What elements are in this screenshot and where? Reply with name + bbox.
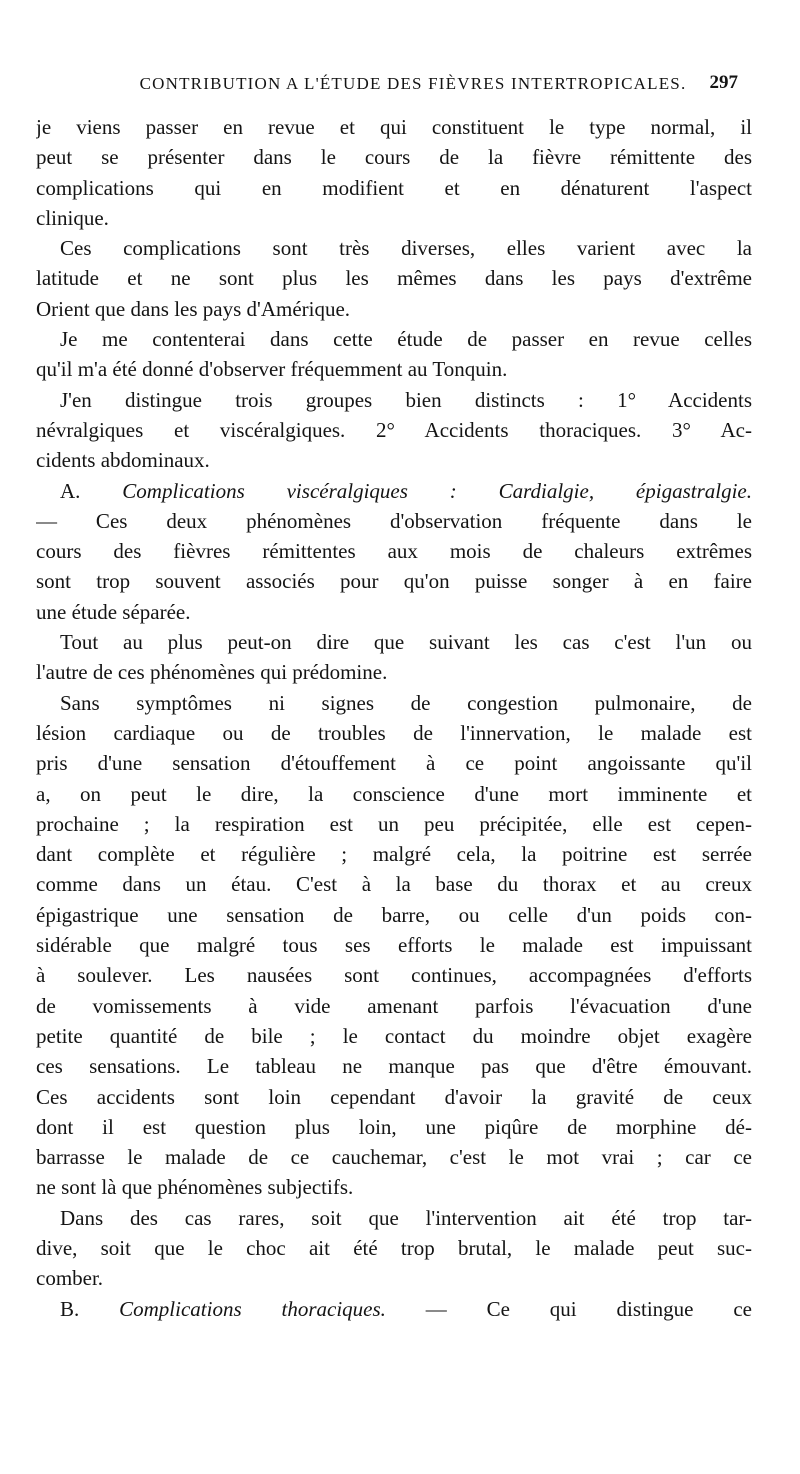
text-segment: clinique.	[36, 205, 109, 230]
text-segment: dont il est question plus loin, une piqûre de morphine dé-	[36, 1114, 752, 1139]
text-line	[36, 1112, 752, 1142]
text-segment: épigastrique une sensation de barre, ou celle d'un poids con-	[36, 902, 752, 927]
text-segment: A.	[60, 478, 123, 503]
text-line	[36, 991, 752, 1021]
text-segment: B.	[60, 1296, 120, 1321]
text-line	[36, 1263, 752, 1293]
text-segment: ne sont là que phénomènes subjectifs.	[36, 1175, 354, 1200]
text-line	[36, 748, 752, 778]
text-segment: lésion cardiaque ou de troubles de l'innervation, le malade est	[36, 720, 752, 745]
text-segment: petite quantité de bile ; le contact du moindre objet exagère	[36, 1023, 752, 1048]
text-line	[36, 354, 752, 384]
body-text	[36, 112, 752, 1324]
text-segment: Ces complications sont très diverses, elles varient avec la	[60, 236, 752, 261]
text-line	[36, 233, 752, 263]
running-head: CONTRIBUTION A L'ÉTUDE DES FIÈVRES INTERTROPICALES.	[139, 74, 687, 93]
text-line	[36, 506, 752, 536]
text-line	[36, 263, 752, 293]
text-segment: névralgiques et viscéralgiques. 2° Accidents thoraciques. 3° Ac-	[36, 417, 752, 442]
text-line	[36, 294, 752, 324]
text-line	[36, 203, 752, 233]
text-segment: ces sensations. Le tableau ne manque pas que d'être émouvant.	[36, 1054, 752, 1079]
text-segment: de vomissements à vide amenant parfois l'évacuation d'une	[36, 993, 752, 1018]
text-line	[36, 112, 752, 142]
text-segment: une étude séparée.	[36, 599, 191, 624]
italic-heading: Complications viscéralgiques : Cardialgie, épigastralgie.	[122, 478, 752, 503]
text-segment: comber.	[36, 1266, 104, 1291]
text-line	[36, 476, 752, 506]
text-line	[36, 1203, 752, 1233]
italic-heading: Complications thoraciques.	[119, 1296, 386, 1321]
text-line	[36, 809, 752, 839]
text-segment: cidents abdominaux.	[36, 448, 210, 473]
text-segment: Je me contenterai dans cette étude de passer en revue celles	[60, 327, 752, 352]
text-segment: Sans symptômes ni signes de congestion pulmonaire, de	[60, 690, 752, 715]
page-number: 297	[709, 72, 738, 93]
text-segment: je viens passer en revue et qui constituent le type normal, il	[36, 115, 752, 139]
text-line	[36, 1021, 752, 1051]
text-line	[36, 900, 752, 930]
text-line	[36, 597, 752, 627]
text-line	[36, 869, 752, 899]
text-line	[36, 1172, 752, 1202]
text-segment: J'en distingue trois groupes bien distincts : 1° Accidents	[60, 387, 752, 412]
text-segment: complications qui en modifient et en dénaturent l'aspect	[36, 175, 752, 200]
text-segment: Dans des cas rares, soit que l'intervention ait été trop tar-	[60, 1205, 752, 1230]
text-line	[36, 1142, 752, 1172]
text-line	[36, 1294, 752, 1324]
text-line	[36, 960, 752, 990]
text-segment: qu'il m'a été donné d'observer fréquemment au Tonquin.	[36, 357, 508, 382]
text-segment: cours des fièvres rémittentes aux mois de chaleurs extrêmes	[36, 539, 752, 564]
text-line	[36, 688, 752, 718]
text-line	[36, 657, 752, 687]
text-line	[36, 566, 752, 596]
text-segment: Ces accidents sont loin cependant d'avoir la gravité de ceux	[36, 1084, 752, 1109]
text-line	[36, 1051, 752, 1081]
text-line	[36, 173, 752, 203]
text-segment: pris d'une sensation d'étouffement à ce point angoissante qu'il	[36, 751, 752, 776]
text-segment: comme dans un étau. C'est à la base du thorax et au creux	[36, 872, 752, 897]
text-segment: dant complète et régulière ; malgré cela, la poitrine est serrée	[36, 842, 752, 867]
text-line	[36, 1233, 752, 1263]
text-line	[36, 779, 752, 809]
text-line	[36, 385, 752, 415]
text-line	[36, 445, 752, 475]
text-segment: — Ces deux phénomènes d'observation fréquente dans le	[36, 508, 752, 533]
text-line	[36, 142, 752, 172]
text-segment: sidérable que malgré tous ses efforts le malade est impuissant	[36, 933, 752, 958]
text-line	[36, 718, 752, 748]
text-segment: l'autre de ces phénomènes qui prédomine.	[36, 660, 388, 685]
text-segment: sont trop souvent associés pour qu'on puisse songer à en faire	[36, 569, 752, 594]
text-line	[36, 324, 752, 354]
text-segment: à soulever. Les nausées sont continues, accompagnées d'efforts	[36, 963, 752, 988]
text-segment: prochaine ; la respiration est un peu précipitée, elle est cepen-	[36, 811, 752, 836]
text-line	[36, 627, 752, 657]
text-segment: peut se présenter dans le cours de la fièvre rémittente des	[36, 145, 752, 170]
text-segment: Tout au plus peut-on dire que suivant les cas c'est l'un ou	[60, 630, 752, 655]
text-line	[36, 839, 752, 869]
text-line	[36, 536, 752, 566]
text-segment: a, on peut le dire, la conscience d'une mort imminente et	[36, 781, 752, 806]
text-segment: — Ce qui distingue ce	[385, 1296, 752, 1321]
text-segment: latitude et ne sont plus les mêmes dans les pays d'extrême	[36, 266, 752, 291]
text-segment: barrasse le malade de ce cauchemar, c'est le mot vrai ; car ce	[36, 1145, 752, 1170]
text-segment: Orient que dans les pays d'Amérique.	[36, 296, 351, 321]
text-segment: dive, soit que le choc ait été trop brutal, le malade peut suc-	[36, 1235, 752, 1260]
text-line	[36, 415, 752, 445]
text-line	[36, 1082, 752, 1112]
text-line	[36, 930, 752, 960]
